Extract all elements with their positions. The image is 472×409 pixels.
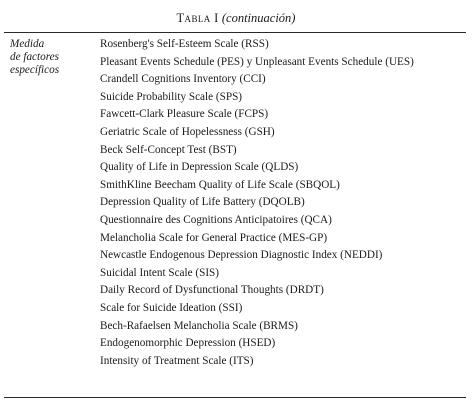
scale-item: Daily Record of Dysfunctional Thoughts (DRDT) <box>100 284 324 297</box>
scale-item: Pleasant Events Schedule (PES) y Unpleasant Events Schedule (UES) <box>100 55 414 68</box>
scale-item: Endogenomorphic Depression (HSED) <box>100 337 276 350</box>
scale-item: SmithKline Beecham Quality of Life Scale (SBQOL) <box>100 178 340 191</box>
scale-item: Fawcett-Clark Pleasure Scale (FCPS) <box>100 108 269 121</box>
scale-item: Questionnaire des Cognitions Anticipatoires (QCA) <box>100 213 332 226</box>
scale-item: Beck Self-Concept Test (BST) <box>100 143 237 156</box>
category-line: de factores <box>10 51 59 63</box>
scale-item: Crandell Cognitions Inventory (CCI) <box>100 73 266 86</box>
scale-item: Bech-Rafaelsen Melancholia Scale (BRMS) <box>100 319 298 332</box>
table-caption <box>0 10 472 26</box>
top-rule <box>4 32 466 33</box>
category-label <box>10 38 94 77</box>
category-line: Medida <box>10 38 45 50</box>
scale-item: Scale for Suicide Ideation (SSI) <box>100 301 243 314</box>
scale-item: Depression Quality of Life Battery (DQOLB) <box>100 196 305 209</box>
scale-item: Melancholia Scale for General Practice (MES-GP) <box>100 231 328 244</box>
table-label: Tabla I <box>176 11 219 25</box>
scale-item: Quality of Life in Depression Scale (QLDS) <box>100 161 299 174</box>
scale-item: Suicidal Intent Scale (SIS) <box>100 266 219 279</box>
scale-item: Rosenberg's Self-Esteem Scale (RSS) <box>100 38 269 50</box>
bottom-rule <box>4 397 466 398</box>
table-continuation: (continuación) <box>221 11 296 25</box>
category-line: específicos <box>10 64 60 76</box>
scale-item: Intensity of Treatment Scale (ITS) <box>100 354 254 367</box>
scale-item: Suicide Probability Scale (SPS) <box>100 90 243 103</box>
scale-item: Geriatric Scale of Hopelessness (GSH) <box>100 125 275 138</box>
scale-item: Newcastle Endogenous Depression Diagnostic Index (NEDDI) <box>100 249 383 262</box>
scale-list <box>100 36 414 370</box>
